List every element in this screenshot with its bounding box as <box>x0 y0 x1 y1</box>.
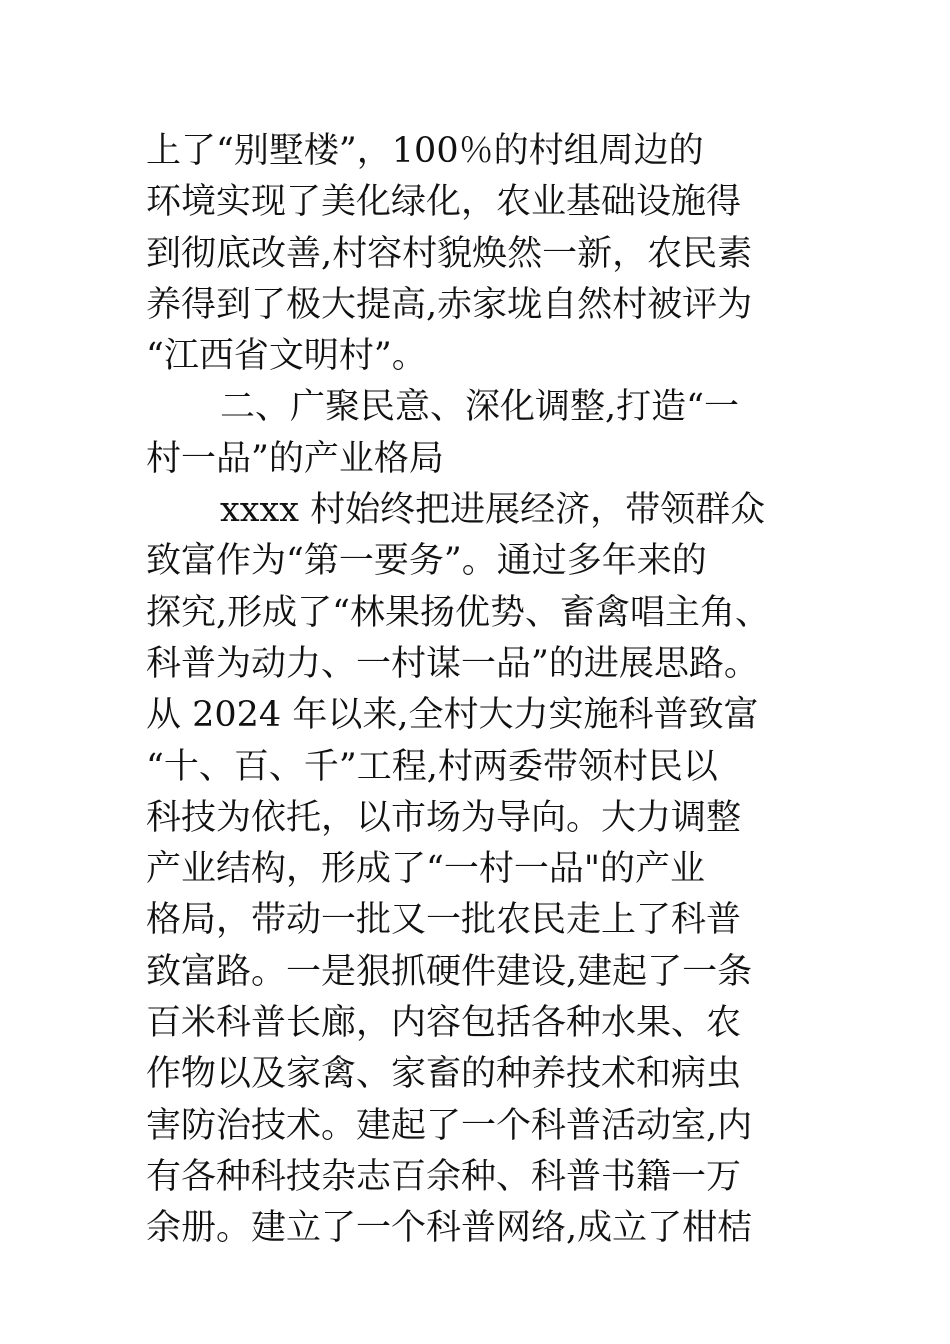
text-line: 格局，带动一批又一批农民走上了科普 <box>146 900 742 941</box>
text-line: 致富路。一是狠抓硬件建设,建起了一条 <box>146 951 753 992</box>
text-line: 害防治技术。建起了一个科普活动室,内 <box>146 1105 753 1146</box>
text-line: 产业结构，形成了“一村一品"的产业 <box>146 849 705 890</box>
text-line: “十、百、千”工程,村两委带领村民以 <box>146 746 718 787</box>
section-heading-line: 村一品”的产业格局 <box>146 438 444 479</box>
text-line: 探究,形成了“林果扬优势、畜禽唱主角、 <box>146 592 771 633</box>
section-heading-line: 二、广聚民意、深化调整,打造“一 <box>220 387 740 428</box>
text-line: 从 2024 年以来,全村大力实施科普致富 <box>146 695 759 736</box>
body-text <box>146 126 846 1255</box>
text-line: 上了“别墅楼”，100％的村组周边的 <box>146 131 704 171</box>
text-line: 环境实现了美化绿化，农业基础设施得 <box>146 182 742 223</box>
text-line: 百米科普长廊，内容包括各种水果、农 <box>146 1003 742 1044</box>
text-line: 养得到了极大提高,赤家垅自然村被评为 <box>146 284 753 325</box>
text-line: 致富作为“第一要务”。通过多年来的 <box>146 541 707 582</box>
text-line: 科技为依托，以市场为导向。大力调整 <box>146 797 742 838</box>
text-line: 到彻底改善,村容村貌焕然一新，农民素 <box>146 233 753 274</box>
text-line: “江西省文明村”。 <box>146 336 427 377</box>
text-line: 作物以及家禽、家畜的种养技术和病虫 <box>146 1054 742 1095</box>
text-line: 科普为动力、一村谋一品”的进展思路。 <box>146 643 759 684</box>
text-line: xxxx 村始终把进展经济，带领群众 <box>220 490 766 531</box>
text-line: 余册。建立了一个科普网络,成立了柑桔 <box>146 1208 753 1249</box>
text-line: 有各种科技杂志百余种、科普书籍一万 <box>146 1156 742 1197</box>
